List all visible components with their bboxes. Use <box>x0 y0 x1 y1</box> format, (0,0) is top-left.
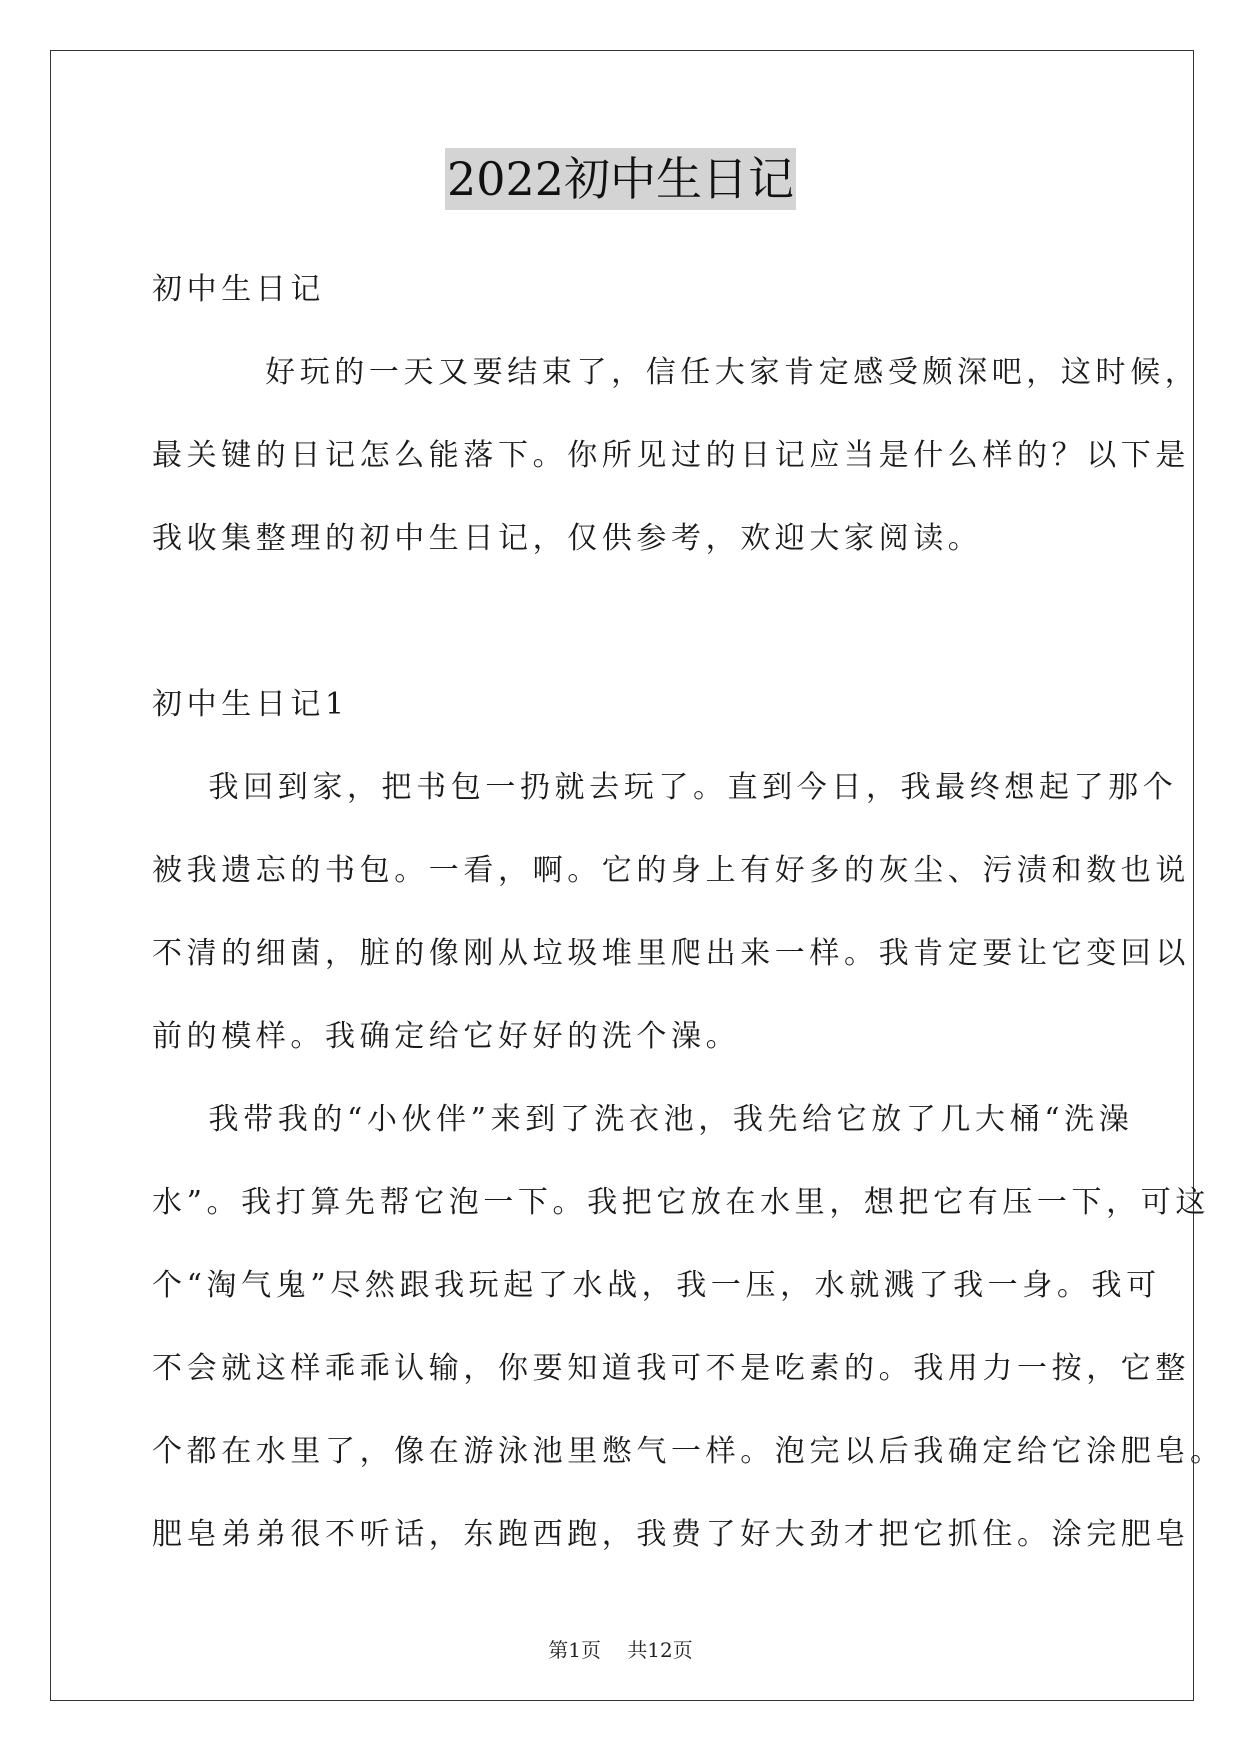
text-line: 初中生日记 <box>152 272 325 307</box>
text-line: 不清的细菌，脏的像刚从垃圾堆里爬出来一样。我肯定要让它变回以 <box>152 936 1190 971</box>
text-line: 被我遗忘的书包。一看，啊。它的身上有好多的灰尘、污渍和数也说 <box>152 853 1190 888</box>
page-number: 第1页 <box>548 1638 601 1662</box>
page-total: 共12页 <box>627 1638 693 1662</box>
text-line: 前的模样。我确定给它好好的洗个澡。 <box>152 1019 741 1054</box>
page-footer <box>0 1634 1241 1663</box>
text-line: 我收集整理的初中生日记，仅供参考，欢迎大家阅读。 <box>152 521 983 556</box>
text-line: 我带我的“小伙伴”来到了洗衣池，我先给它放了几大桶“洗澡 <box>152 1102 1134 1137</box>
text-line: 个“淘气鬼”尽然跟我玩起了水战，我一压，水就溅了我一身。我可 <box>152 1268 1161 1303</box>
text-line: 不会就这样乖乖认输，你要知道我可不是吃素的。我用力一按，它整 <box>152 1351 1190 1386</box>
section-heading: 初中生日记1 <box>152 687 349 722</box>
title-container <box>0 148 1241 210</box>
document-title: 2022初中生日记 <box>445 148 796 210</box>
text-line: 好玩的一天又要结束了，信任大家肯定感受颇深吧，这时候， <box>152 355 1200 390</box>
text-line: 水”。我打算先帮它泡一下。我把它放在水里，想把它有压一下，可这 <box>152 1185 1210 1220</box>
text-line: 最关键的日记怎么能落下。你所见过的日记应当是什么样的？以下是 <box>152 438 1190 473</box>
document-body <box>152 262 1225 1590</box>
blank-line <box>152 594 1112 677</box>
text-line: 个都在水里了，像在游泳池里憋气一样。泡完以后我确定给它涂肥皂。 <box>152 1434 1225 1469</box>
text-line: 我回到家，把书包一扔就去玩了。直到今日，我最终想起了那个 <box>152 770 1178 805</box>
text-line: 肥皂弟弟很不听话，东跑西跑，我费了好大劲才把它抓住。涂完肥皂 <box>152 1517 1190 1552</box>
